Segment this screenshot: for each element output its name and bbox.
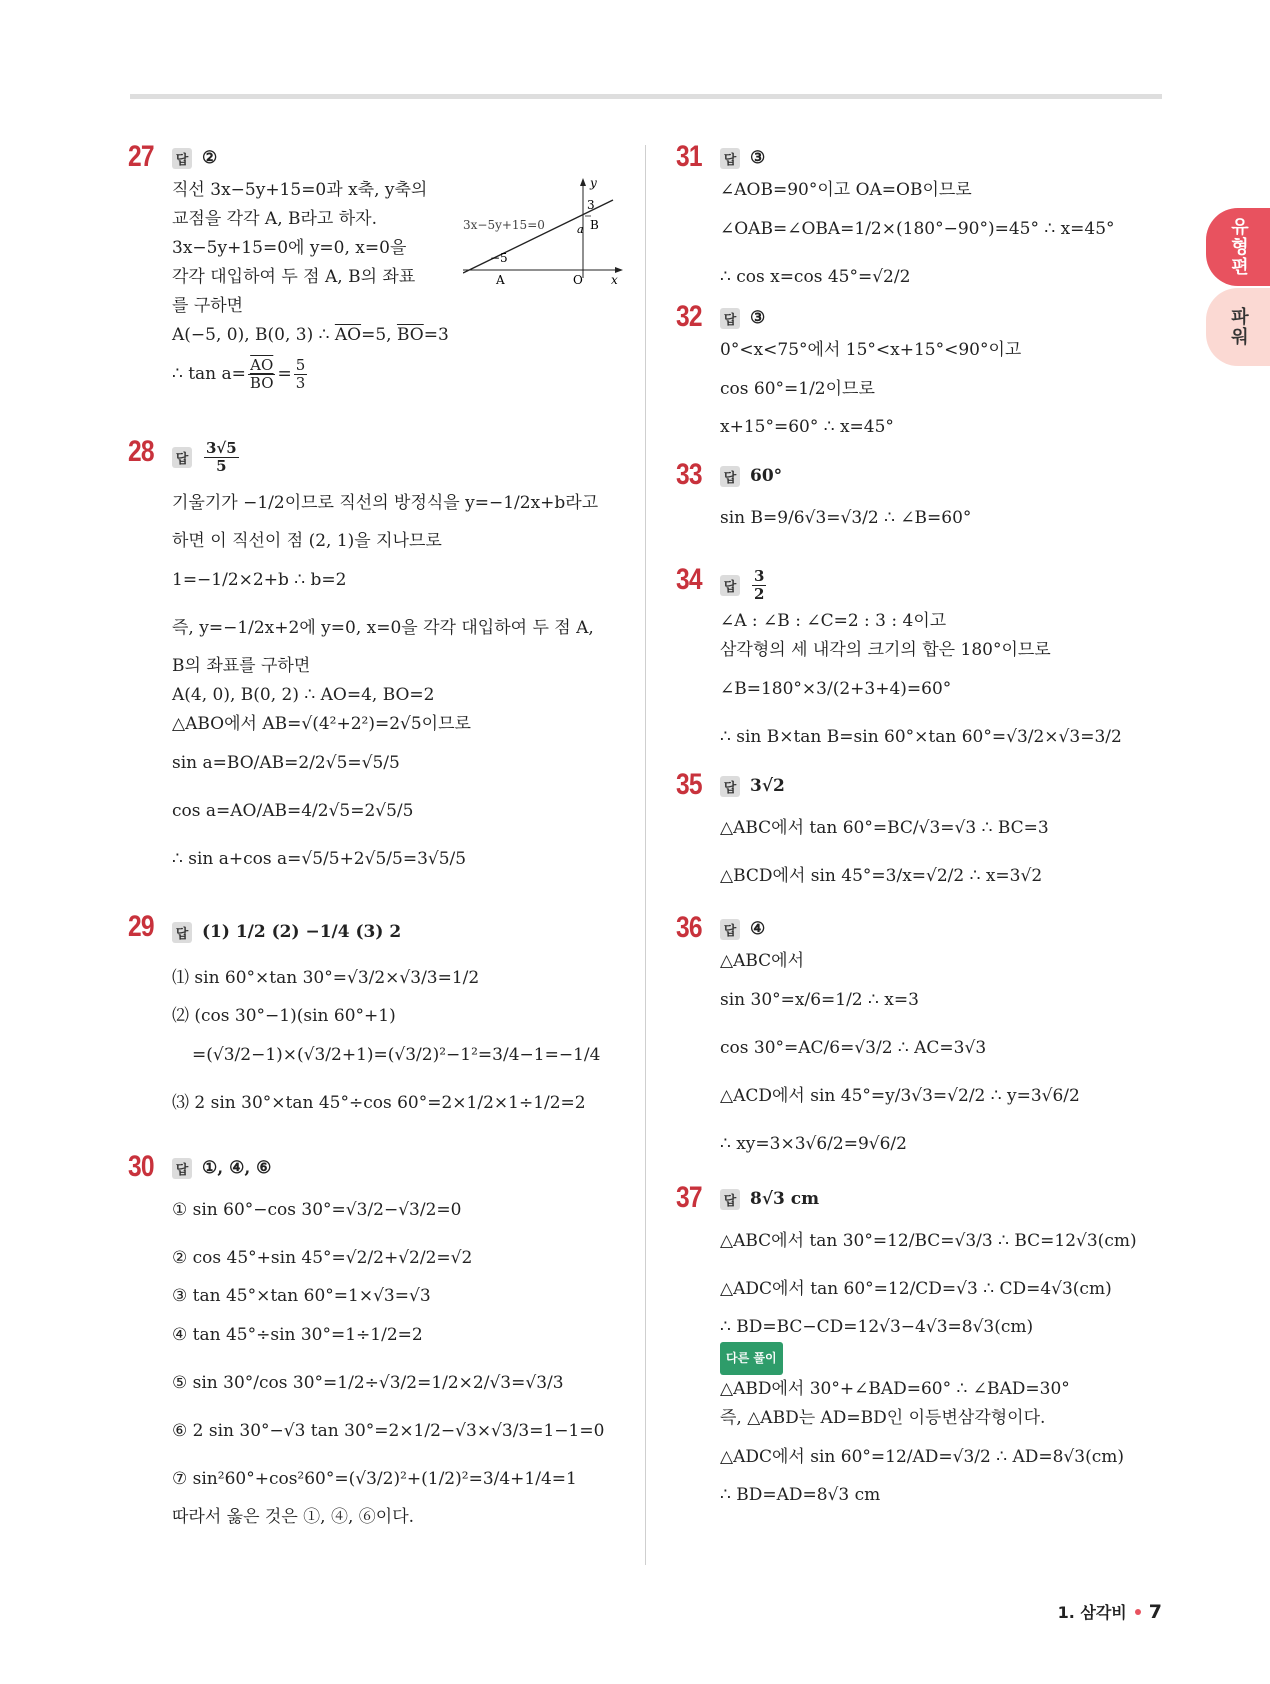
solution-line: ⑦ sin²60°+cos²60°=(√3/2)²+(1/2)²=3/4+1/4=1 <box>172 1469 577 1489</box>
answer-badge: 답 <box>172 922 192 943</box>
answer: $\frac{3√5}{5}$ <box>206 438 237 475</box>
label-a: a <box>577 223 584 236</box>
solution-line: ∠AOB=90°이고 OA=OB이므로 <box>720 180 972 200</box>
solution-line: ∴ sin a+cos a=√5/5+2√5/5=3√5/5 <box>172 849 467 869</box>
solution-line: △ABC에서 tan 60°=BC/√3=√3 ∴ BC=3 <box>720 818 1049 838</box>
problem-number: 37 <box>676 1181 702 1214</box>
solution-line: ∴ sin B×tan B=sin 60°×tan 60°=√3/2×√3=3/2 <box>720 727 1122 747</box>
problem-34 <box>676 563 1176 768</box>
bullet-dot-icon <box>1135 1609 1141 1615</box>
problem-number: 35 <box>676 768 702 801</box>
solution-line: ② cos 45°+sin 45°=√2/2+√2/2=√2 <box>172 1248 473 1268</box>
answer-badge: 답 <box>172 1158 192 1179</box>
problem-number: 28 <box>128 435 154 468</box>
solution-line: ⑶ 2 sin 30°×tan 45°÷cos 60°=2×1/2×1÷1/2=2 <box>172 1093 586 1113</box>
solution-line: A(4, 0), B(0, 2) ∴ AO=4, BO=2 <box>172 685 435 705</box>
problem-number: 29 <box>128 910 154 943</box>
solution-line: 즉, △ABD는 AD=BD인 이등변삼각형이다. <box>720 1408 1046 1428</box>
solution-line: 3x−5y+15=0에 y=0, x=0을 <box>172 238 407 258</box>
right-column <box>676 140 1176 1510</box>
solution-line: 0°<x<75°에서 15°<x+15°<90°이고 <box>720 340 1022 360</box>
solution-line: 를 구하면 <box>172 296 244 316</box>
solution-line: ⑥ 2 sin 30°−√3 tan 30°=2×1/2−√3×√3/3=1−1=0 <box>172 1421 605 1441</box>
solution-line: ∴ tan a= $\frac{\overline{AO}}{BO}$ = $\frac{5}{3}$ <box>172 356 306 392</box>
answer-badge: 답 <box>172 148 192 169</box>
solution-line: cos a=AO/AB=4/2√5=2√5/5 <box>172 801 414 821</box>
problem-36 <box>676 911 1176 1181</box>
solution-line: △BCD에서 sin 45°=3/x=√2/2 ∴ x=3√2 <box>720 866 1043 886</box>
solution-line: 기울기가 −1/2이므로 직선의 방정식을 y=−1/2x+b라고 <box>172 493 599 513</box>
solution-line: ⑵ (cos 30°−1)(sin 60°+1) <box>172 1006 396 1026</box>
answer: 8√3 cm <box>750 1189 820 1209</box>
solution-line: sin a=BO/AB=2/2√5=√5/5 <box>172 753 400 773</box>
problem-29 <box>128 910 628 1130</box>
solution-line: 교점을 각각 A, B라고 하자. <box>172 209 377 229</box>
label-B: B <box>590 218 599 232</box>
problem-32 <box>676 300 1176 458</box>
answer-badge: 답 <box>720 148 740 169</box>
solution-line: 직선 3x−5y+15=0과 x축, y축의 <box>172 180 428 200</box>
answer-badge: 답 <box>720 1189 740 1210</box>
answer-badge: 답 <box>720 308 740 329</box>
answer-badge: 답 <box>172 447 192 468</box>
line-graph-figure <box>463 178 623 288</box>
solution-line: cos 60°=1/2이므로 <box>720 379 875 399</box>
answer: ③ <box>750 308 766 328</box>
problem-33 <box>676 458 1176 563</box>
solution-line: sin B=9/6√3=√3/2 ∴ ∠B=60° <box>720 508 972 528</box>
solution-line: △ACD에서 sin 45°=y/3√3=√2/2 ∴ y=3√6/2 <box>720 1086 1080 1106</box>
problem-35 <box>676 768 1176 911</box>
solution-line: 1=−1/2×2+b ∴ b=2 <box>172 570 347 590</box>
answer-badge: 답 <box>720 776 740 797</box>
y-axis-arrow <box>580 178 586 186</box>
solution-line: ∴ BD=AD=8√3 cm <box>720 1485 881 1505</box>
problem-number: 36 <box>676 911 702 944</box>
solution-line: A(−5, 0), B(0, 3) ∴ $\overline{AO}=5$, $\overline{BO}=3$ <box>172 325 449 345</box>
tab-power[interactable]: 파워 <box>1206 288 1270 366</box>
answer: $\frac{3}{2}$ <box>754 566 765 603</box>
answer: 60° <box>750 466 783 486</box>
problem-30 <box>128 1150 628 1532</box>
problem-number: 32 <box>676 300 702 333</box>
solution-line: cos 30°=AC/6=√3/2 ∴ AC=3√3 <box>720 1038 987 1058</box>
problem-31 <box>676 140 1176 300</box>
answer: (1) 1/2 (2) −1/4 (3) 2 <box>202 922 402 942</box>
problem-number: 34 <box>676 563 702 596</box>
solution-line: ∴ BD=BC−CD=12√3−4√3=8√3(cm) <box>720 1317 1034 1337</box>
problem-28 <box>128 435 628 890</box>
solution-line: 즉, y=−1/2x+2에 y=0, x=0을 각각 대입하여 두 점 A, <box>172 618 594 638</box>
label-3: 3 <box>587 198 595 212</box>
solution-line: ∠OAB=∠OBA=1/2×(180°−90°)=45° ∴ x=45° <box>720 219 1115 239</box>
label-minus5: −5 <box>490 251 508 265</box>
alt-solution-badge: 다른 풀이 <box>720 1342 783 1375</box>
solution-line: ④ tan 45°÷sin 30°=1÷1/2=2 <box>172 1325 423 1345</box>
solution-line: B의 좌표를 구하면 <box>172 656 311 676</box>
solution-line: =(√3/2−1)×(√3/2+1)=(√3/2)²−1²=3/4−1=−1/4 <box>192 1045 601 1065</box>
answer: ①, ④, ⑥ <box>202 1158 272 1178</box>
solution-line: 각각 대입하여 두 점 A, B의 좌표 <box>172 267 416 287</box>
solution-line: sin 30°=x/6=1/2 ∴ x=3 <box>720 990 919 1010</box>
solution-line: 따라서 옳은 것은 ①, ④, ⑥이다. <box>172 1507 415 1527</box>
column-divider <box>645 145 646 1565</box>
solution-line: ∠A : ∠B : ∠C=2 : 3 : 4이고 <box>720 611 947 631</box>
answer: ② <box>202 148 218 168</box>
solution-line: ∴ cos x=cos 45°=√2/2 <box>720 267 911 287</box>
label-O: O <box>573 273 583 287</box>
solution-line: △ADC에서 tan 60°=12/CD=√3 ∴ CD=4√3(cm) <box>720 1279 1112 1299</box>
solution-line: △ABD에서 30°+∠BAD=60° ∴ ∠BAD=30° <box>720 1379 1070 1399</box>
answer-badge: 답 <box>720 575 740 596</box>
solution-line: 하면 이 직선이 점 (2, 1)을 지나므로 <box>172 531 442 551</box>
equation-label: 3x−5y+15=0 <box>463 218 545 232</box>
problem-37 <box>676 1181 1176 1510</box>
answer: ④ <box>750 919 766 939</box>
solution-line: △ABC에서 tan 30°=12/BC=√3/3 ∴ BC=12√3(cm) <box>720 1231 1137 1251</box>
header-rule <box>130 94 1162 99</box>
solution-line: x+15°=60° ∴ x=45° <box>720 417 894 437</box>
y-label: y <box>590 178 597 190</box>
problem-number: 33 <box>676 458 702 491</box>
solution-line: △ABO에서 AB=√(4²+2²)=2√5이므로 <box>172 714 471 734</box>
x-label: x <box>611 273 618 287</box>
chapter-label: 1. 삼각비 <box>1057 1603 1127 1622</box>
tab-type-section[interactable]: 유형편 <box>1206 208 1270 286</box>
solution-line: 삼각형의 세 내각의 크기의 합은 180°이므로 <box>720 640 1051 660</box>
solution-line: ③ tan 45°×tan 60°=1×√3=√3 <box>172 1286 431 1306</box>
solution-line: △ABC에서 <box>720 951 805 971</box>
solution-line: ∴ xy=3×3√6/2=9√6/2 <box>720 1134 907 1154</box>
side-tabs <box>1206 208 1270 366</box>
solution-line: ① sin 60°−cos 30°=√3/2−√3/2=0 <box>172 1200 462 1220</box>
page-number: 7 <box>1148 1600 1162 1623</box>
answer: 3√2 <box>750 776 785 796</box>
answer: ③ <box>750 148 766 168</box>
problem-number: 30 <box>128 1150 154 1183</box>
alt-solution-row <box>720 1342 1176 1375</box>
label-A: A <box>496 273 505 287</box>
solution-line: △ADC에서 sin 60°=12/AD=√3/2 ∴ AD=8√3(cm) <box>720 1447 1124 1467</box>
left-column <box>128 140 628 1532</box>
problem-number: 27 <box>128 140 154 173</box>
solution-line: ⑤ sin 30°/cos 30°=1/2÷√3/2=1/2×2/√3=√3/3 <box>172 1373 564 1393</box>
solution-line: ⑴ sin 60°×tan 30°=√3/2×√3/3=1/2 <box>172 968 480 988</box>
answer-badge: 답 <box>720 919 740 940</box>
solution-line: ∠B=180°×3/(2+3+4)=60° <box>720 679 952 699</box>
problem-number: 31 <box>676 140 702 173</box>
answer-badge: 답 <box>720 466 740 487</box>
page-footer <box>1058 1600 1162 1623</box>
